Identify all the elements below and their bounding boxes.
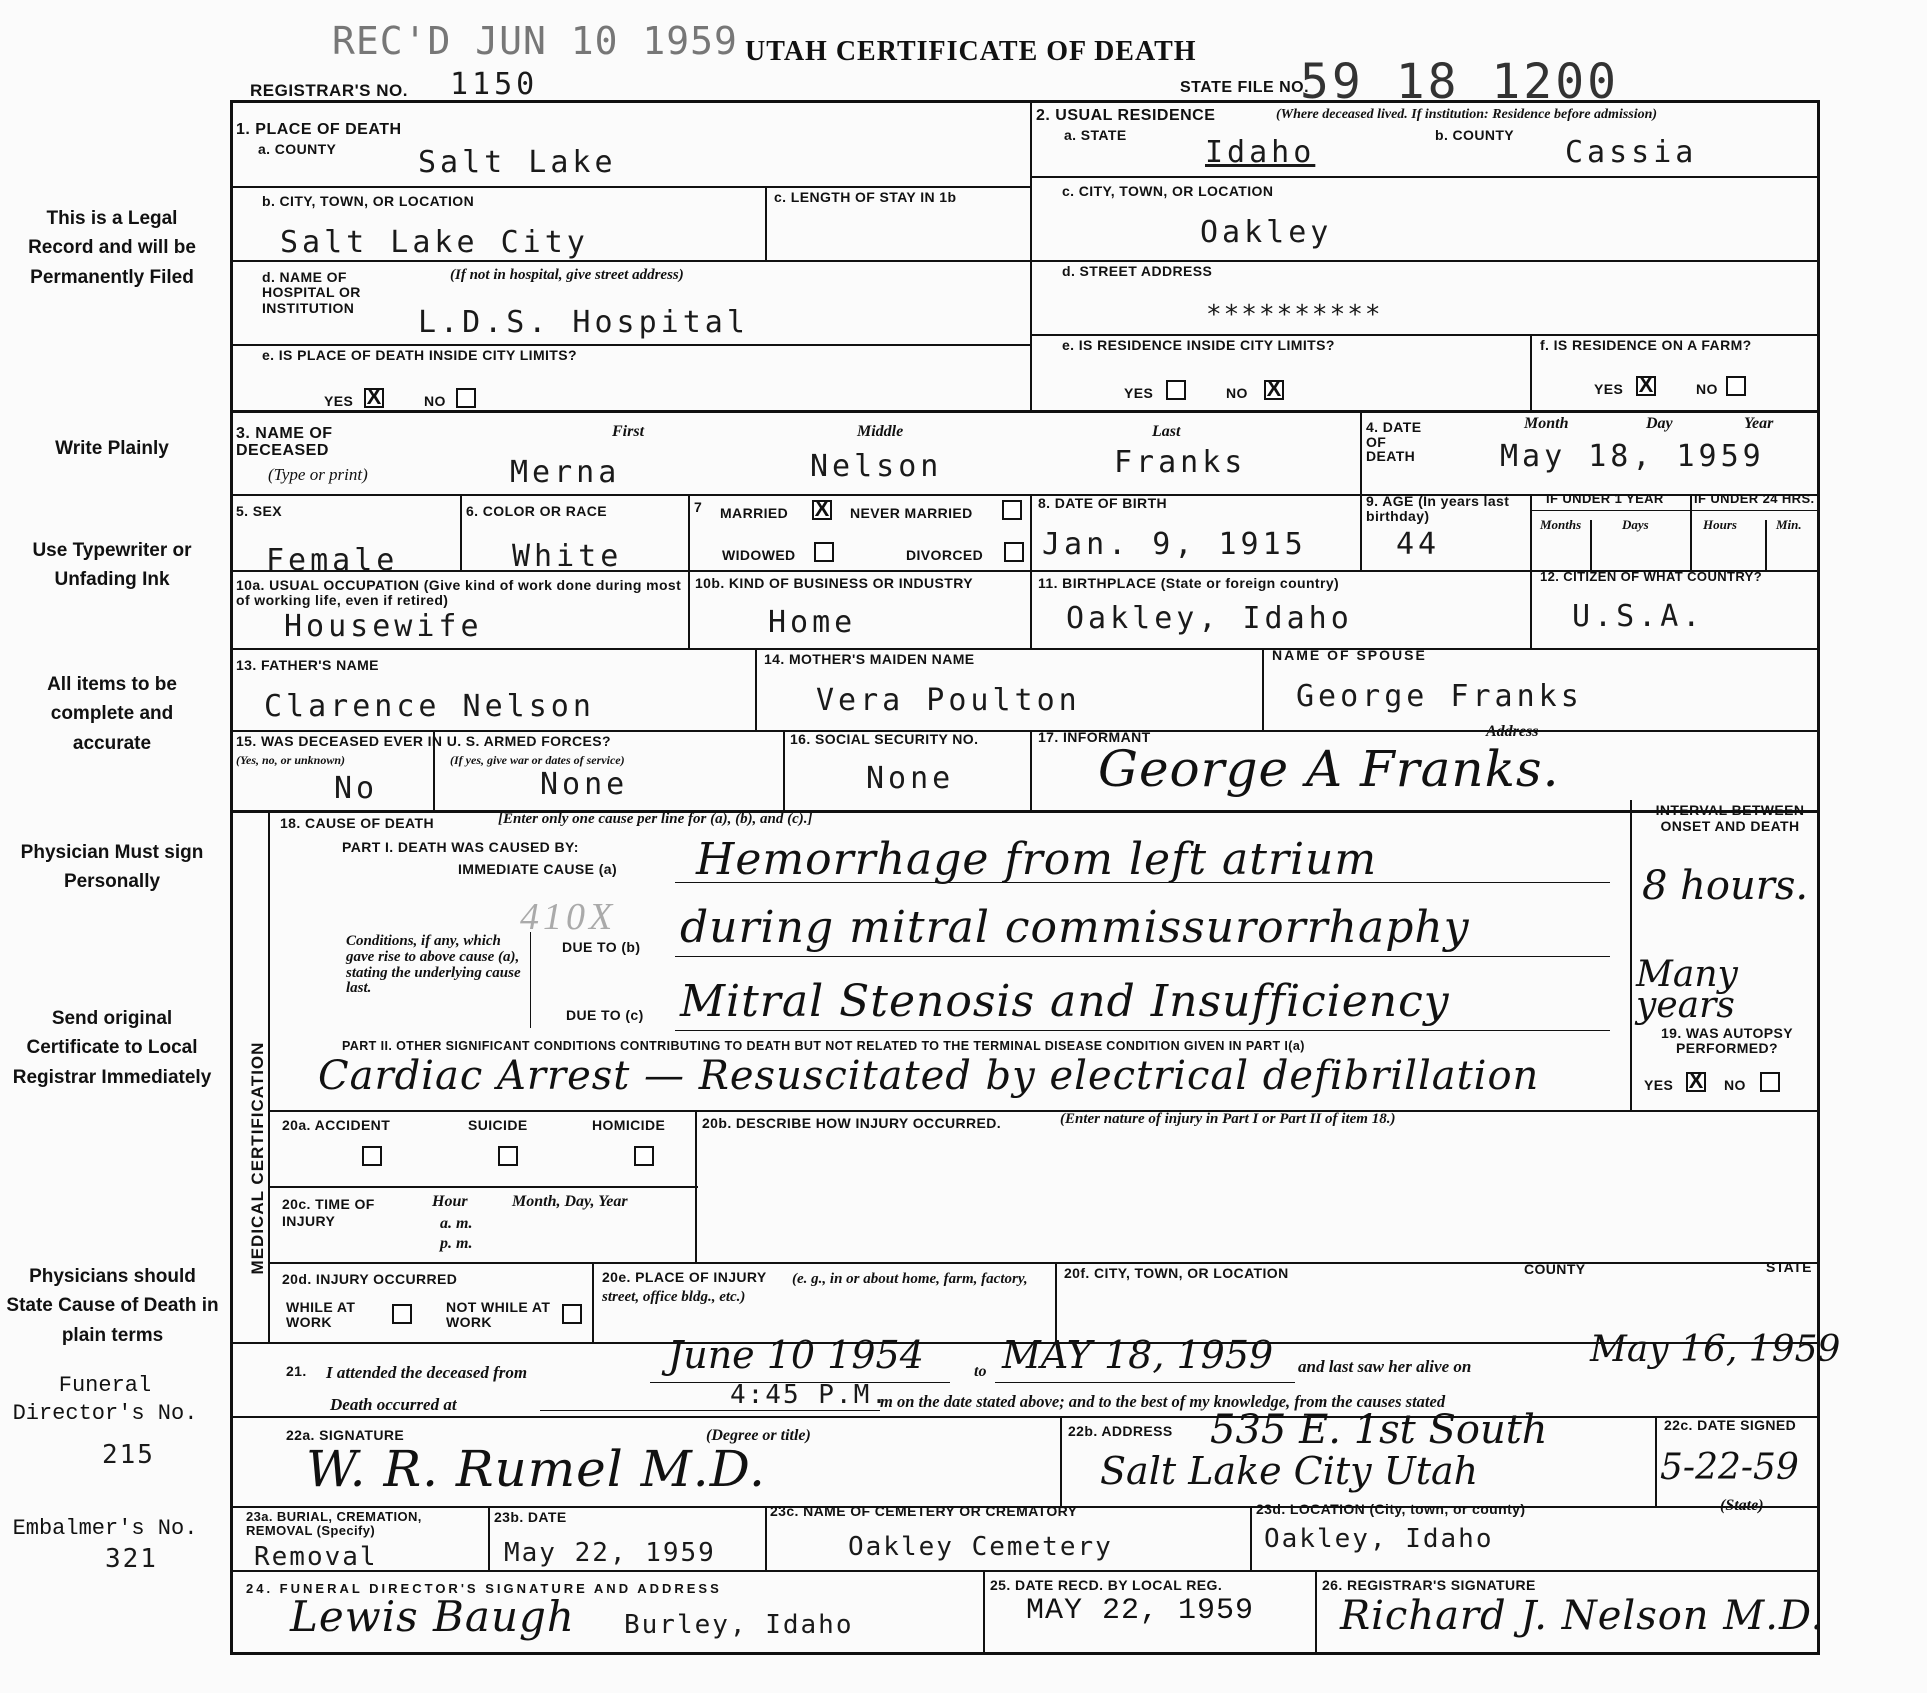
funeral-director-signature: Lewis Baugh <box>290 1592 575 1641</box>
while-at-work-checkbox[interactable] <box>392 1304 412 1324</box>
attended-to: MAY 18, 1959 <box>1002 1333 1274 1377</box>
injury-county-label: COUNTY <box>1524 1261 1586 1277</box>
attended-number: 21. <box>286 1363 307 1379</box>
age-label: 9. AGE (In years last birthday) <box>1366 493 1510 525</box>
res-city-label: c. CITY, TOWN, OR LOCATION <box>1062 183 1274 199</box>
dob-label: 8. DATE OF BIRTH <box>1038 495 1168 511</box>
hospital-name: L.D.S. Hospital <box>418 305 749 340</box>
business-label: 10b. KIND OF BUSINESS OR INDUSTRY <box>695 575 973 591</box>
pod-inside-limits-label: e. IS PLACE OF DEATH INSIDE CITY LIMITS? <box>262 347 577 363</box>
age: 44 <box>1396 527 1441 562</box>
last-name: Franks <box>1114 445 1247 480</box>
mother-label: 14. MOTHER'S MAIDEN NAME <box>764 651 975 667</box>
date-signed-label: 22c. DATE SIGNED <box>1664 1417 1797 1433</box>
funeral-director-label: 24. FUNERAL DIRECTOR'S SIGNATURE AND ADDRESS <box>246 1581 722 1596</box>
signature-label: 22a. SIGNATURE <box>286 1427 405 1443</box>
part1-label: PART I. DEATH WAS CAUSED BY: <box>342 839 579 855</box>
farm-no-label: NO <box>1696 381 1718 397</box>
farm-yes-label: YES <box>1594 381 1624 397</box>
under-24-hrs-label: IF UNDER 24 HRS. <box>1694 491 1815 506</box>
registrar-no: 1150 <box>450 67 539 102</box>
homicide-label: HOMICIDE <box>592 1117 666 1133</box>
date-recd-label: 25. DATE RECD. BY LOCAL REG. <box>990 1577 1223 1593</box>
married-label: MARRIED <box>720 505 789 521</box>
date-of-death: May 18, 1959 <box>1500 439 1765 474</box>
attended-from: June 10 1954 <box>668 1333 924 1377</box>
date-recd: MAY 22, 1959 <box>1026 1594 1255 1628</box>
pod-city: Salt Lake City <box>280 225 589 260</box>
autopsy-yes-checkbox[interactable]: X <box>1686 1072 1706 1092</box>
deceased-name-sublabel: (Type or print) <box>268 465 368 484</box>
deceased-name-label: 3. NAME OF DECEASED <box>236 425 333 459</box>
time-of-injury-label: 20c. TIME OF INJURY <box>282 1196 375 1229</box>
res-city: Oakley <box>1200 215 1333 250</box>
interval-c: Many years <box>1636 954 1738 1026</box>
pod-yes-checkbox[interactable]: X <box>364 388 384 408</box>
autopsy-no-label: NO <box>1724 1077 1746 1093</box>
embalmer-no: 321 <box>105 1544 158 1574</box>
res-yes-label: YES <box>1124 385 1154 401</box>
month-day-year-label: Month, Day, Year <box>512 1193 628 1210</box>
pod-no-checkbox[interactable] <box>456 388 476 408</box>
cause-c: Mitral Stenosis and Insufficiency <box>680 976 1450 1027</box>
father-name: Clarence Nelson <box>264 689 595 724</box>
attended-label: I attended the deceased from <box>326 1363 528 1382</box>
burial-type: Removal <box>254 1542 378 1572</box>
last-saw-label: and last saw her alive on <box>1298 1357 1472 1376</box>
armed-forces-dates: None <box>540 767 629 802</box>
due-to-b-label: DUE TO (b) <box>562 939 641 955</box>
armed-forces-sub2: (If yes, give war or dates of service) <box>450 753 625 767</box>
res-street-label: d. STREET ADDRESS <box>1062 263 1213 279</box>
funeral-director-no-label: Funeral Director's No. <box>12 1373 198 1426</box>
pod-no-label: NO <box>424 393 446 409</box>
to-label: to <box>974 1363 987 1380</box>
burial-date-label: 23b. DATE <box>494 1509 567 1525</box>
citizen: U.S.A. <box>1572 599 1705 634</box>
last-name-label: Last <box>1152 423 1181 440</box>
pod-city-label: b. CITY, TOWN, OR LOCATION <box>262 193 475 209</box>
place-of-injury-note: (e. g., in or about home, farm, factory, street, office bldg., etc.) <box>602 1271 1028 1305</box>
funeral-director-no: 215 <box>102 1440 155 1470</box>
informant-address-label: Address <box>1486 723 1539 740</box>
farm-no-checkbox[interactable] <box>1726 376 1746 396</box>
time-of-death: 4:45 P.M. <box>730 1380 889 1410</box>
race-label: 6. COLOR OR RACE <box>466 503 607 519</box>
accident-checkbox[interactable] <box>362 1146 382 1166</box>
spouse-label: NAME OF SPOUSE <box>1272 647 1427 663</box>
physician-address-label: 22b. ADDRESS <box>1068 1423 1173 1439</box>
social-security-label: 16. SOCIAL SECURITY NO. <box>790 731 979 747</box>
dod-month-label: Month <box>1524 415 1569 432</box>
sidebar-cause-terms: Physicians should State Cause of Death in plain terms <box>6 1266 219 1346</box>
armed-forces-sub1: (Yes, no, or unknown) <box>236 753 346 767</box>
divorced-checkbox[interactable] <box>1004 542 1024 562</box>
state-file-no: 59 18 1200 <box>1300 54 1619 110</box>
birthplace: Oakley, Idaho <box>1066 601 1353 636</box>
registrar-signature: Richard J. Nelson M.D. <box>1340 1593 1825 1639</box>
cemetery-label: 23c. NAME OF CEMETERY OR CREMATORY <box>770 1503 1078 1519</box>
residence-label: 2. USUAL RESIDENCE <box>1036 107 1216 124</box>
sidebar-typewriter: Use Typewriter or Unfading Ink <box>32 540 192 591</box>
never-married-label: NEVER MARRIED <box>850 505 973 521</box>
res-state-label: a. STATE <box>1064 127 1127 143</box>
injury-city-label: 20f. CITY, TOWN, OR LOCATION <box>1064 1265 1289 1281</box>
date-of-death-label: 4. DATE OF DEATH <box>1366 419 1422 465</box>
autopsy-label: 19. WAS AUTOPSY PERFORMED? <box>1660 1025 1794 1057</box>
autopsy-yes-label: YES <box>1644 1077 1674 1093</box>
physician-address-line2: Salt Lake City Utah <box>1100 1449 1479 1493</box>
divorced-label: DIVORCED <box>906 547 984 563</box>
father-label: 13. FATHER'S NAME <box>236 657 379 673</box>
cause-a: Hemorrhage from left atrium <box>696 834 1378 885</box>
accident-label: 20a. ACCIDENT <box>282 1117 391 1133</box>
certificate-title: UTAH CERTIFICATE OF DEATH <box>745 36 1197 67</box>
occupation: Housewife <box>284 609 483 644</box>
months-label: Months <box>1540 517 1582 532</box>
burial-state-label: (State) <box>1720 1497 1764 1514</box>
citizen-label: 12. CITIZEN OF WHAT COUNTRY? <box>1540 569 1763 584</box>
first-name-label: First <box>612 423 645 440</box>
suicide-label: SUICIDE <box>468 1117 528 1133</box>
pm-label: p. m. <box>440 1235 473 1252</box>
res-farm-label: f. IS RESIDENCE ON A FARM? <box>1540 337 1752 353</box>
pod-yes-label: YES <box>324 393 354 409</box>
place-of-injury-label: 20e. PLACE OF INJURY <box>602 1269 767 1285</box>
residence-note: (Where deceased lived. If institution: Residence before admission) <box>1276 107 1658 122</box>
injury-occurred-label: 20d. INJURY OCCURRED <box>282 1271 458 1287</box>
homicide-checkbox[interactable] <box>634 1146 654 1166</box>
informant-label: 17. INFORMANT <box>1038 729 1151 745</box>
date-signed: 5-22-59 <box>1660 1447 1799 1488</box>
res-street: ********** <box>1206 300 1383 330</box>
injury-state-label: STATE <box>1766 1259 1812 1275</box>
dod-day-label: Day <box>1646 415 1673 432</box>
while-at-work-label: WHILE AT WORK <box>286 1299 356 1331</box>
place-of-death-label: 1. PLACE OF DEATH <box>236 121 402 138</box>
degree-label: (Degree or title) <box>706 1427 811 1444</box>
sidebar-write-plainly: Write Plainly <box>55 438 169 459</box>
dod-year-label: Year <box>1744 415 1774 432</box>
res-state: Idaho <box>1205 135 1316 170</box>
min-label: Min. <box>1776 517 1802 532</box>
part2-label: PART II. OTHER SIGNIFICANT CONDITIONS CONTRIBUTING TO DEATH BUT NOT RELATED TO THE TERMINAL DISEASE CONDITION GIVEN IN PART I(a) <box>342 1039 1305 1053</box>
medical-certification-label: MEDICAL CERTIFICATION <box>248 1041 267 1275</box>
hours-label: Hours <box>1703 517 1737 532</box>
interval-a: 8 hours. <box>1642 863 1809 909</box>
embalmer-no-label: Embalmer's No. <box>12 1516 198 1541</box>
res-limits-no-checkbox[interactable]: X <box>1264 380 1284 400</box>
sex: Female <box>266 543 399 578</box>
cemetery: Oakley Cemetery <box>848 1532 1113 1562</box>
funeral-director-address: Burley, Idaho <box>624 1610 854 1640</box>
res-inside-limits-label: e. IS RESIDENCE INSIDE CITY LIMITS? <box>1062 337 1335 353</box>
on-date-text: m on the date stated above; and to the best of my knowledge, from the causes stated <box>880 1392 1446 1411</box>
sidebar-physician-sign: Physician Must sign Personally <box>20 842 204 893</box>
business: Home <box>768 605 857 640</box>
describe-injury-note: (Enter nature of injury in Part I or Part II of item 18.) <box>1060 1111 1396 1127</box>
mother-name: Vera Poulton <box>816 683 1081 718</box>
registrar-signature-label: 26. REGISTRAR'S SIGNATURE <box>1322 1577 1536 1593</box>
suicide-checkbox[interactable] <box>498 1146 518 1166</box>
conditions-note: Conditions, if any, which gave rise to above cause (a), stating the underlying cause last. <box>346 933 521 997</box>
informant-signature: George A Franks. <box>1098 740 1560 798</box>
occupation-label: 10a. USUAL OCCUPATION (Give kind of work done during most of working life, even if retired) <box>236 577 682 609</box>
not-while-at-work-checkbox[interactable] <box>562 1304 582 1324</box>
registrar-no-label: REGISTRAR'S NO. <box>250 81 408 100</box>
autopsy-no-checkbox[interactable] <box>1760 1072 1780 1092</box>
under-1-year-label: IF UNDER 1 YEAR <box>1546 491 1664 506</box>
burial-location-label: 23d. LOCATION (City, town, or county) <box>1256 1501 1526 1517</box>
burial-type-label: 23a. BURIAL, CREMATION, REMOVAL (Specify) <box>246 1509 422 1539</box>
date-of-birth: Jan. 9, 1915 <box>1042 527 1307 562</box>
describe-injury-label: 20b. DESCRIBE HOW INJURY OCCURRED. <box>702 1115 1002 1131</box>
pod-county: Salt Lake <box>418 145 617 180</box>
physician-signature: W. R. Rumel M.D. <box>306 1440 766 1498</box>
not-while-at-work-label: NOT WHILE AT WORK <box>446 1299 551 1331</box>
interval-label: INTERVAL BETWEEN ONSET AND DEATH <box>1655 802 1805 835</box>
res-limits-yes-checkbox[interactable] <box>1166 380 1186 400</box>
death-occurred-at-label: Death occurred at <box>330 1395 457 1414</box>
hour-label: Hour <box>432 1193 468 1210</box>
never-married-checkbox[interactable] <box>1002 500 1022 520</box>
days-label: Days <box>1622 517 1649 532</box>
cause-code: 410X <box>520 896 617 938</box>
armed-forces-label: 15. WAS DECEASED EVER IN U. S. ARMED FORCES? <box>236 733 611 749</box>
physician-address-line1: 535 E. 1st South <box>1210 1407 1548 1453</box>
race: White <box>512 539 623 574</box>
social-security: None <box>866 761 955 796</box>
res-county-label: b. COUNTY <box>1435 127 1515 143</box>
married-checkbox[interactable]: X <box>812 500 832 520</box>
birthplace-label: 11. BIRTHPLACE (State or foreign country) <box>1038 575 1340 591</box>
hospital-label: d. NAME OF HOSPITAL OR INSTITUTION <box>262 269 361 316</box>
sidebar-legal-record: This is a Legal Record and will be Permanently Filed <box>28 208 196 288</box>
marital-number: 7 <box>694 499 703 515</box>
sidebar-send-original: Send original Certificate to Local Registrar Immediately <box>12 1008 212 1088</box>
cause-instruction: [Enter only one cause per line for (a), (b), and (c).] <box>498 811 813 827</box>
first-name: Merna <box>510 455 621 490</box>
armed-forces: No <box>334 771 379 806</box>
farm-yes-checkbox[interactable]: X <box>1636 376 1656 396</box>
hospital-note: (If not in hospital, give street address) <box>450 267 684 283</box>
spouse-name: George Franks <box>1296 679 1583 714</box>
middle-name: Nelson <box>810 449 943 484</box>
burial-date: May 22, 1959 <box>504 1538 716 1568</box>
state-file-label: STATE FILE NO. <box>1180 79 1310 96</box>
length-of-stay-label: c. LENGTH OF STAY IN 1b <box>774 189 957 205</box>
last-saw-date: May 16, 1959 <box>1590 1329 1841 1370</box>
res-no-label: NO <box>1226 385 1248 401</box>
cause-label: 18. CAUSE OF DEATH <box>280 815 434 831</box>
immediate-cause-label: IMMEDIATE CAUSE (a) <box>458 861 618 877</box>
widowed-label: WIDOWED <box>722 547 796 563</box>
middle-name-label: Middle <box>857 423 904 440</box>
received-stamp: REC'D JUN 10 1959 <box>332 19 738 63</box>
widowed-checkbox[interactable] <box>814 542 834 562</box>
res-county: Cassia <box>1565 135 1698 170</box>
sex-label: 5. SEX <box>236 503 282 519</box>
am-label: a. m. <box>440 1215 473 1232</box>
pod-county-label: a. COUNTY <box>258 141 337 157</box>
cause-b: during mitral commissurorrhaphy <box>680 902 1470 953</box>
burial-location: Oakley, Idaho <box>1264 1524 1494 1554</box>
due-to-c-label: DUE TO (c) <box>566 1007 644 1023</box>
part2-text: Cardiac Arrest — Resuscitated by electrical defibrillation <box>318 1053 1540 1099</box>
sidebar-complete: All items to be complete and accurate <box>47 674 177 754</box>
